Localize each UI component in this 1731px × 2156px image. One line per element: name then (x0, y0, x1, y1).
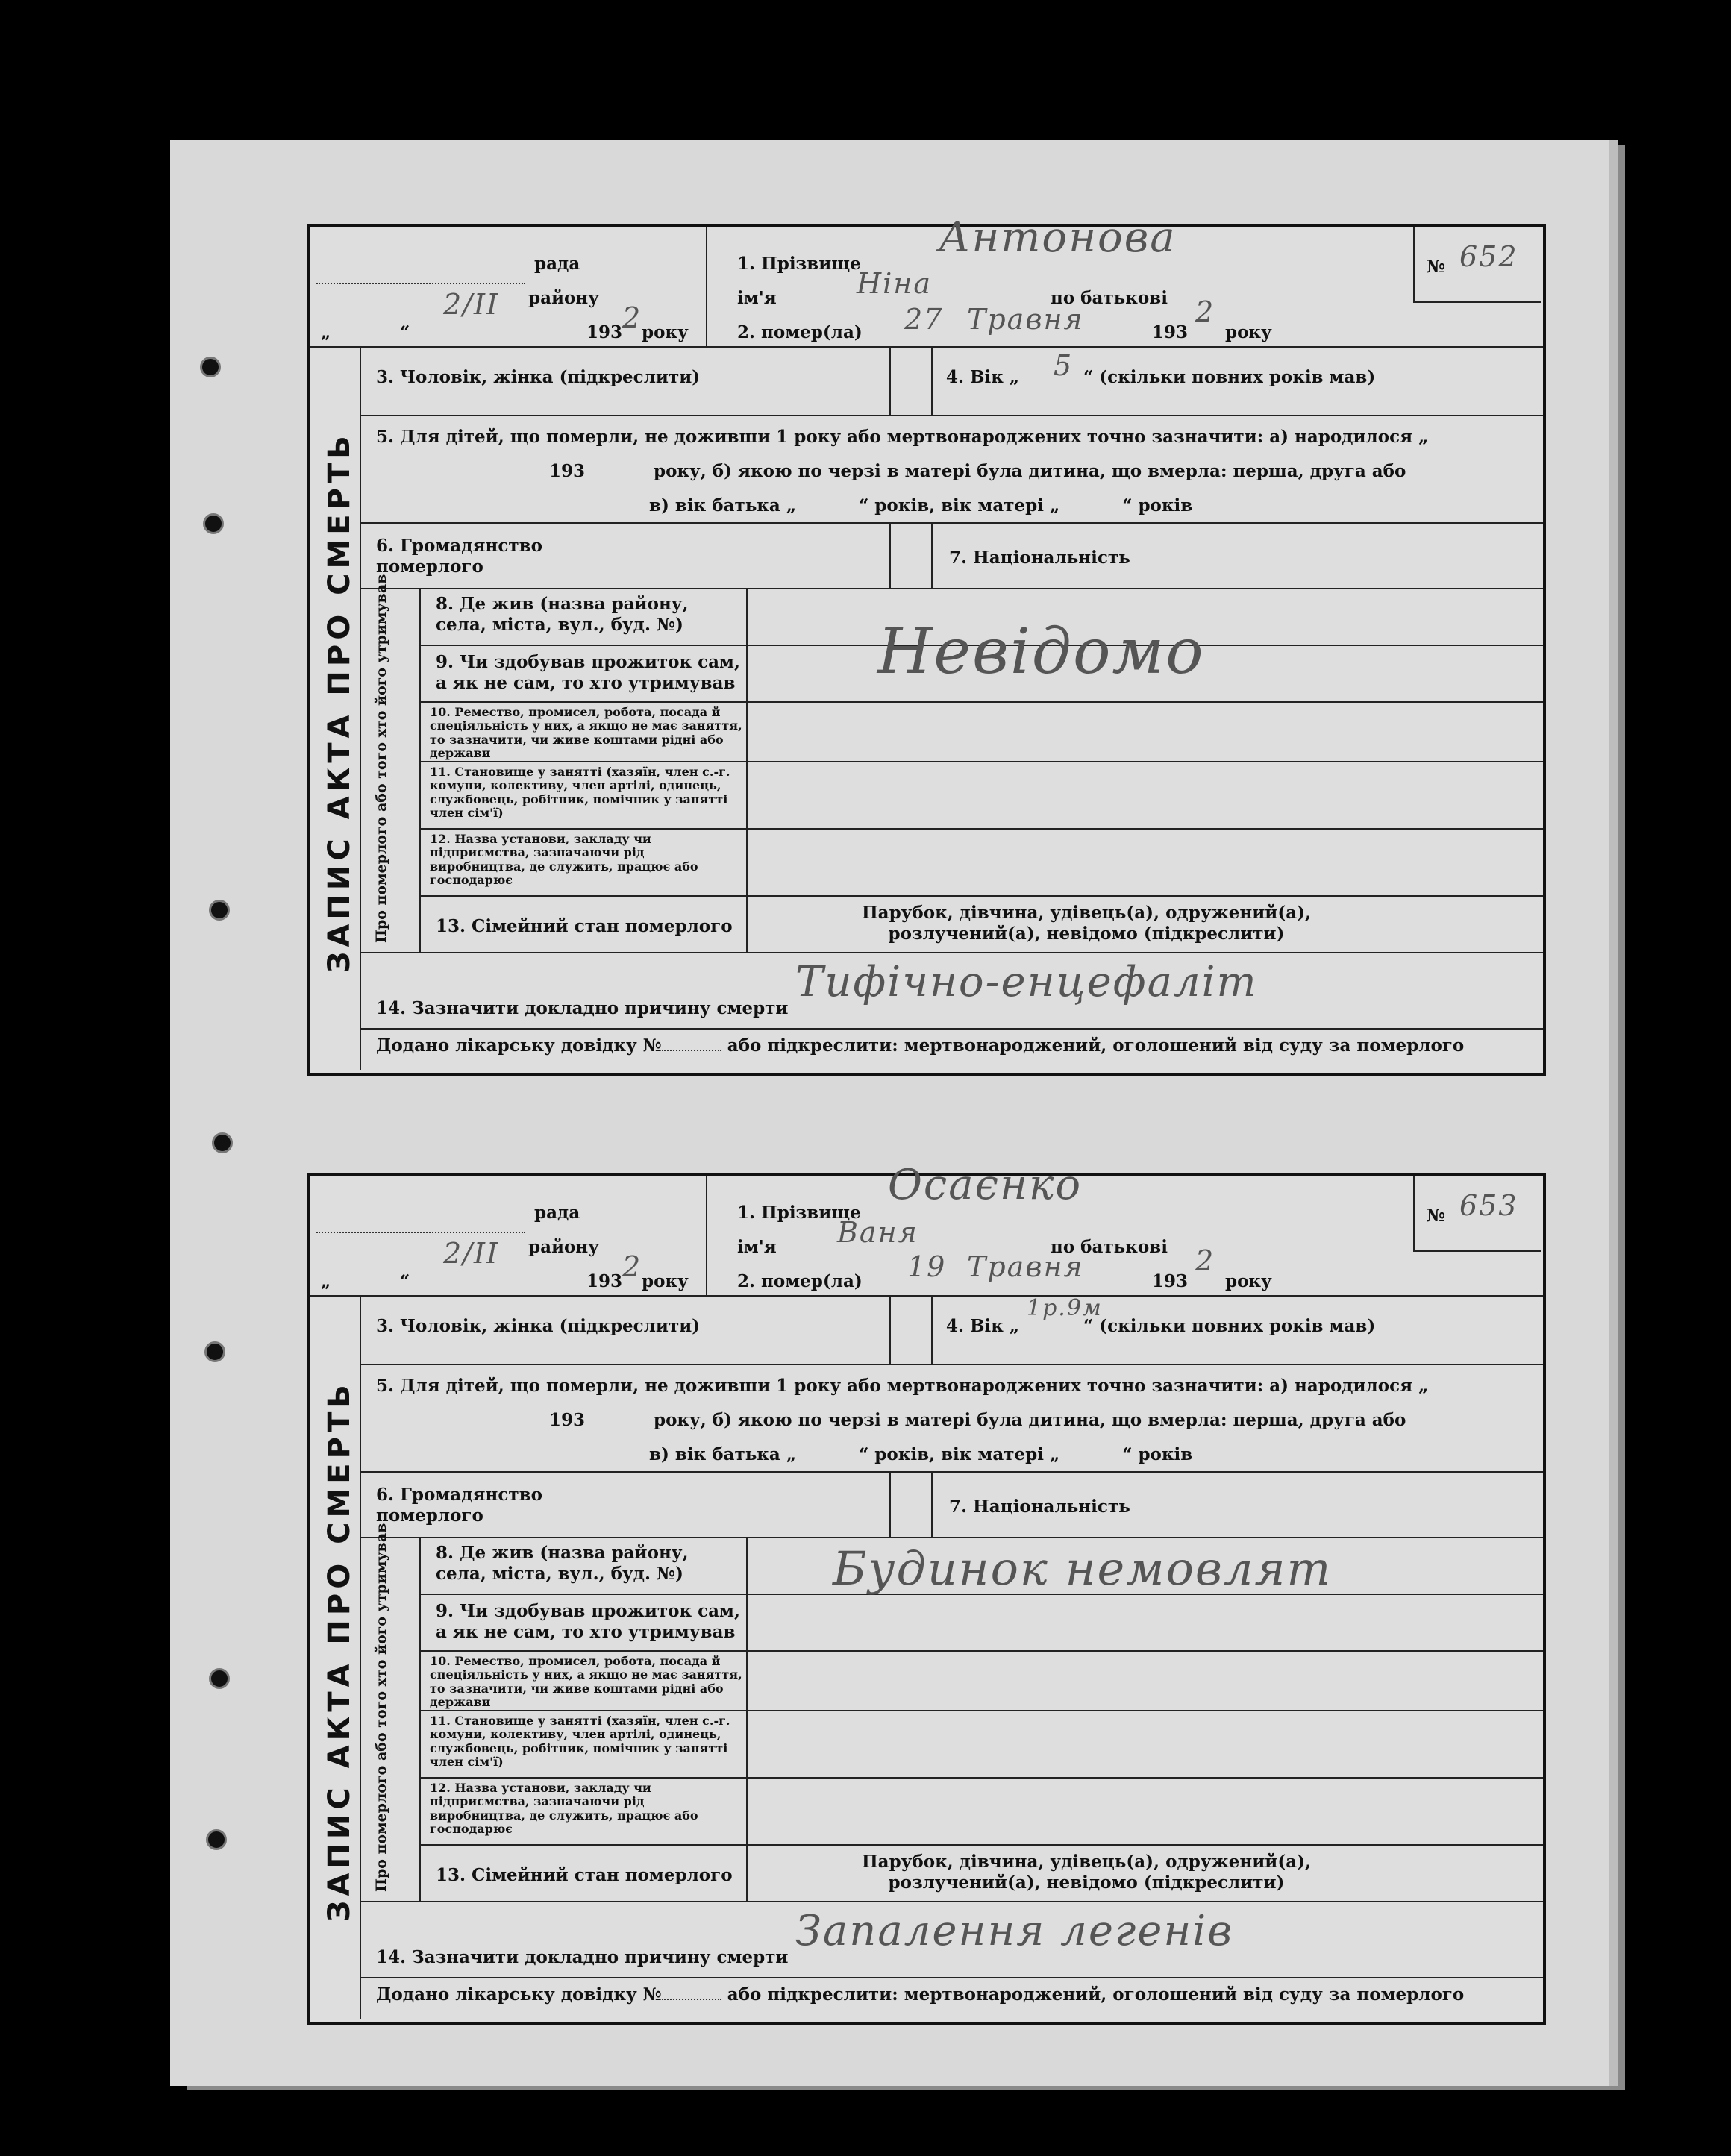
q5-year-prefix: 193 (549, 461, 586, 481)
footer-note: або підкреслити: мертвонароджений, оголошений від суду за померлого (727, 1984, 1465, 2005)
date-open-quote: „ (321, 1271, 331, 1291)
q11-position: 11. Становище у занятті (хазяїн, член с.-г. комуни, колективу, член артілі, одинець, службовець, робітник, помічник у занятті член сім'ї) (430, 1714, 730, 1770)
raion-label: району (528, 288, 599, 308)
reg-day-handwritten: 2/ІІ (443, 1237, 500, 1270)
patronymic-label: по батькові (1051, 288, 1168, 308)
binder-hole (203, 513, 224, 534)
q6-citizenship: 6. Громадянство померлого (376, 536, 542, 577)
number-label: № (1427, 1206, 1445, 1226)
reg-year-handwritten: 2 (622, 301, 642, 334)
q13-options: Парубок, дівчина, удівець(а), одружений(а), розлучений(а), невідомо (підкреслити) (861, 903, 1312, 944)
side-subtitle: Про померлого або того хто його утримував (373, 574, 389, 943)
q8-residence: 8. Де жив (назва району, села, міста, вул., буд. №) (436, 1543, 689, 1584)
q8-residence: 8. Де жив (назва району, села, міста, вул., буд. №) (436, 594, 689, 635)
death-year-handwritten: 2 (1195, 1244, 1215, 1277)
death-day-handwritten: 19 (907, 1250, 947, 1283)
date-mid-quote: “ (400, 1271, 410, 1291)
death-year-prefix: 193 (1152, 1271, 1189, 1291)
roku-label: року (642, 322, 689, 342)
q5-line2: року, б) якою по черзі в матері була дитина, що вмерла: перша, друга або (654, 461, 1406, 481)
q10-occupation: 10. Ремество, промисел, робота, посада й спеціяльність у них, а якщо не має заняття, то зазначити, чи живе коштами рідні або держави (430, 1654, 742, 1710)
q5-mother-age: “ років, вік матері „ (859, 495, 1060, 516)
residence-handwritten: Будинок немовлят (833, 1541, 1333, 1596)
footer-certificate: Додано лікарську довідку № (376, 1035, 662, 1056)
q5-years: “ років (1122, 495, 1193, 516)
surname-label: 1. Прізвище (737, 254, 861, 274)
q14-cause: 14. Зазначити докладно причину смерти (376, 1947, 789, 1967)
q5-father-age: в) вік батька „ (649, 1444, 797, 1464)
death-month-handwritten: Травня (967, 303, 1084, 336)
surname-label: 1. Прізвище (737, 1203, 861, 1223)
death-year-prefix: 193 (1152, 322, 1189, 342)
binder-hole (200, 357, 221, 377)
reg-year-handwritten: 2 (622, 1250, 642, 1283)
q13-marital: 13. Сімейний стан померлого (436, 1865, 733, 1885)
residence-handwritten: Невідомо (877, 615, 1205, 688)
q5-father-age: в) вік батька „ (649, 495, 797, 516)
q12-institution: 12. Назва установи, закладу чи підприємства, зазначаючи рід виробництва, де служить, працює або господарює (430, 1781, 698, 1837)
footer-certificate: Додано лікарську довідку № (376, 1984, 662, 2005)
raion-label: району (528, 1237, 599, 1257)
record-number-handwritten: 653 (1459, 1189, 1518, 1222)
q4-age-prefix: 4. Вік „ (946, 367, 1020, 387)
q5-line1: 5. Для дітей, що померли, не доживши 1 року або мертвонароджених точно зазначити: а) народилося „ (376, 1376, 1429, 1396)
q7-nationality: 7. Національність (949, 548, 1130, 568)
q9-livelihood: 9. Чи здобував прожиток сам, а як не сам, то хто утримував (436, 1601, 741, 1642)
age-handwritten: 5 (1054, 349, 1074, 382)
death-roku-label: року (1225, 1271, 1272, 1291)
death-day-handwritten: 27 (904, 303, 944, 336)
name-handwritten: Ніна (857, 267, 932, 300)
side-subtitle: Про померлого або того хто його утримував (373, 1523, 389, 1892)
q6-citizenship: 6. Громадянство померлого (376, 1485, 542, 1526)
q4-age-suffix: “ (скільки повних років мав) (1083, 367, 1376, 387)
q4-age-prefix: 4. Вік „ (946, 1316, 1020, 1336)
cause-handwritten: Тифічно-енцефаліт (795, 958, 1258, 1006)
date-mid-quote: “ (400, 322, 410, 342)
footer-note: або підкреслити: мертвонароджений, оголошений від суду за померлого (727, 1035, 1465, 1056)
date-open-quote: „ (321, 322, 331, 342)
record-number-handwritten: 652 (1459, 240, 1518, 273)
rada-label: рада (534, 1203, 580, 1223)
binder-hole (209, 900, 230, 921)
q3-gender: 3. Чоловік, жінка (підкреслити) (376, 367, 701, 387)
q7-nationality: 7. Національність (949, 1497, 1130, 1517)
cause-handwritten: Запалення легенів (795, 1907, 1233, 1955)
q5-line1: 5. Для дітей, що померли, не доживши 1 року або мертвонароджених точно зазначити: а) народилося „ (376, 427, 1429, 447)
died-label: 2. помер(ла) (737, 1271, 863, 1291)
q11-position: 11. Становище у занятті (хазяїн, член с.-г. комуни, колективу, член артілі, одинець, службовець, робітник, помічник у занятті член сім'ї) (430, 765, 730, 821)
binder-hole (206, 1829, 227, 1850)
name-label: ім'я (737, 288, 777, 308)
binder-hole (204, 1341, 225, 1362)
death-record-2 (307, 1161, 1546, 2025)
age-handwritten: 1р.9м (1027, 1295, 1103, 1321)
q5-years: “ років (1122, 1444, 1193, 1464)
q13-marital: 13. Сімейний стан померлого (436, 916, 733, 936)
side-title: ЗАПИС АКТА ПРО СМЕРТЬ (322, 431, 357, 973)
q13-options: Парубок, дівчина, удівець(а), одружений(а), розлучений(а), невідомо (підкреслити) (861, 1852, 1312, 1893)
q5-year-prefix: 193 (549, 1410, 586, 1430)
roku-label: року (642, 1271, 689, 1291)
q3-gender: 3. Чоловік, жінка (підкреслити) (376, 1316, 701, 1336)
side-title: ЗАПИС АКТА ПРО СМЕРТЬ (322, 1380, 357, 1922)
death-month-handwritten: Травня (967, 1250, 1084, 1283)
death-record-1 (307, 213, 1546, 1076)
binder-hole (212, 1132, 233, 1153)
death-roku-label: року (1225, 322, 1272, 342)
q4-age-suffix: “ (скільки повних років мав) (1083, 1316, 1376, 1336)
died-label: 2. помер(ла) (737, 322, 863, 342)
q5-mother-age: “ років, вік матері „ (859, 1444, 1060, 1464)
patronymic-label: по батькові (1051, 1237, 1168, 1257)
name-handwritten: Ваня (837, 1216, 918, 1249)
reg-year-prefix: 193 (586, 322, 623, 342)
surname-handwritten: Антонова (939, 213, 1177, 262)
number-label: № (1427, 257, 1445, 277)
rada-label: рада (534, 254, 580, 274)
binder-hole (209, 1668, 230, 1689)
q14-cause: 14. Зазначити докладно причину смерти (376, 998, 789, 1018)
death-year-handwritten: 2 (1195, 295, 1215, 328)
q12-institution: 12. Назва установи, закладу чи підприємства, зазначаючи рід виробництва, де служить, працює або господарює (430, 832, 698, 888)
reg-day-handwritten: 2/ІІ (443, 288, 500, 321)
reg-year-prefix: 193 (586, 1271, 623, 1291)
q9-livelihood: 9. Чи здобував прожиток сам, а як не сам, то хто утримував (436, 652, 741, 693)
q10-occupation: 10. Ремество, промисел, робота, посада й спеціяльність у них, а якщо не має заняття, то зазначити, чи живе коштами рідні або держави (430, 705, 742, 761)
name-label: ім'я (737, 1237, 777, 1257)
surname-handwritten: Осаєнко (888, 1161, 1083, 1209)
q5-line2: року, б) якою по черзі в матері була дитина, що вмерла: перша, друга або (654, 1410, 1406, 1430)
